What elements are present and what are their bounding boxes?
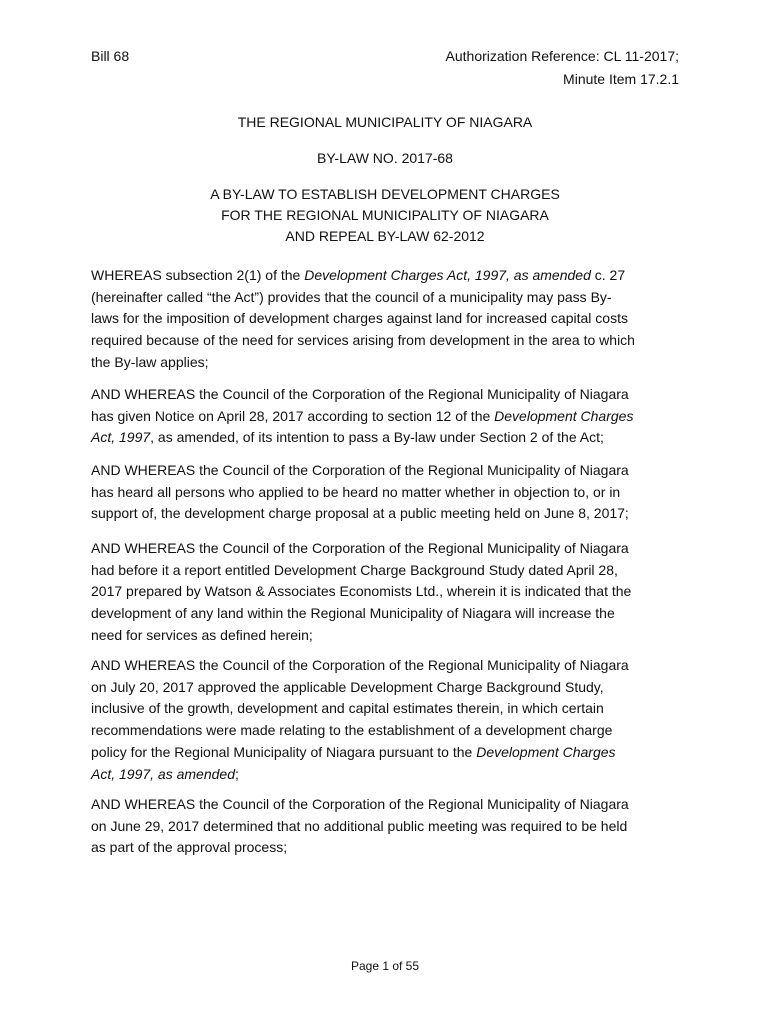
recital-paragraph-3: AND WHEREAS the Council of the Corporation of the Regional Municipality of Niagara has heard all persons who applied to be heard no matter whether in objection to, or in support of, the development charge proposal at a public meeting held on June 8, 2017;	[91, 462, 629, 522]
bill-number: Bill 68	[91, 48, 130, 64]
recital-paragraph-4: AND WHEREAS the Council of the Corporation of the Regional Municipality of Niagara had before it a report entitled Development Charge Background Study dated April 28, 2017 prepared by Watson & Associates Economists Ltd., wherein it is indicated that the development of any land within the Regional Municipality of Niagara will increase the need for services as defined herein;	[91, 540, 632, 643]
bylaw-purpose-line-2: FOR THE REGIONAL MUNICIPALITY OF NIAGARA	[221, 207, 549, 223]
recital-paragraph-6: AND WHEREAS the Council of the Corporation of the Regional Municipality of Niagara on June 29, 2017 determined that no additional public meeting was required to be held as part of the approval process;	[91, 796, 629, 856]
recital-paragraph-2: AND WHEREAS the Council of the Corporation of the Regional Municipality of Niagara has given Notice on April 28, 2017 according to section 12 of the Development Charges Act, 1997, as amended, of its intention to pass a By-law under Section 2 of the Act;	[91, 386, 634, 446]
bylaw-purpose-line-1: A BY-LAW TO ESTABLISH DEVELOPMENT CHARGES	[210, 186, 560, 202]
minute-item: Minute Item 17.2.1	[563, 71, 679, 87]
bylaw-purpose-line-3: AND REPEAL BY-LAW 62-2012	[285, 228, 485, 244]
bylaw-number: BY-LAW NO. 2017-68	[317, 150, 453, 166]
recital-paragraph-5: AND WHEREAS the Council of the Corporation of the Regional Municipality of Niagara on July 20, 2017 approved the applicable Development Charge Background Study, inclusive of the growth, development and capital estimates therein, in which certain recommendations were made relating to the establishment of a development charge policy for the Regional Municipality of Niagara pursuant to the Development Charges Act, 1997, as amended;	[91, 657, 629, 782]
municipality-title: THE REGIONAL MUNICIPALITY OF NIAGARA	[237, 114, 533, 130]
authorization-reference: Authorization Reference: CL 11-2017;	[445, 48, 679, 64]
recital-paragraph-1: WHEREAS subsection 2(1) of the Development Charges Act, 1997, as amended c. 27 (hereinafter called “the Act”) provides that the council of a municipality may pass By- laws for the imposition of development charges against land for increased capital costs required because of the need for services arising from development in the area to which the By-law applies;	[91, 267, 635, 370]
page-number: Page 1 of 55	[350, 959, 420, 973]
